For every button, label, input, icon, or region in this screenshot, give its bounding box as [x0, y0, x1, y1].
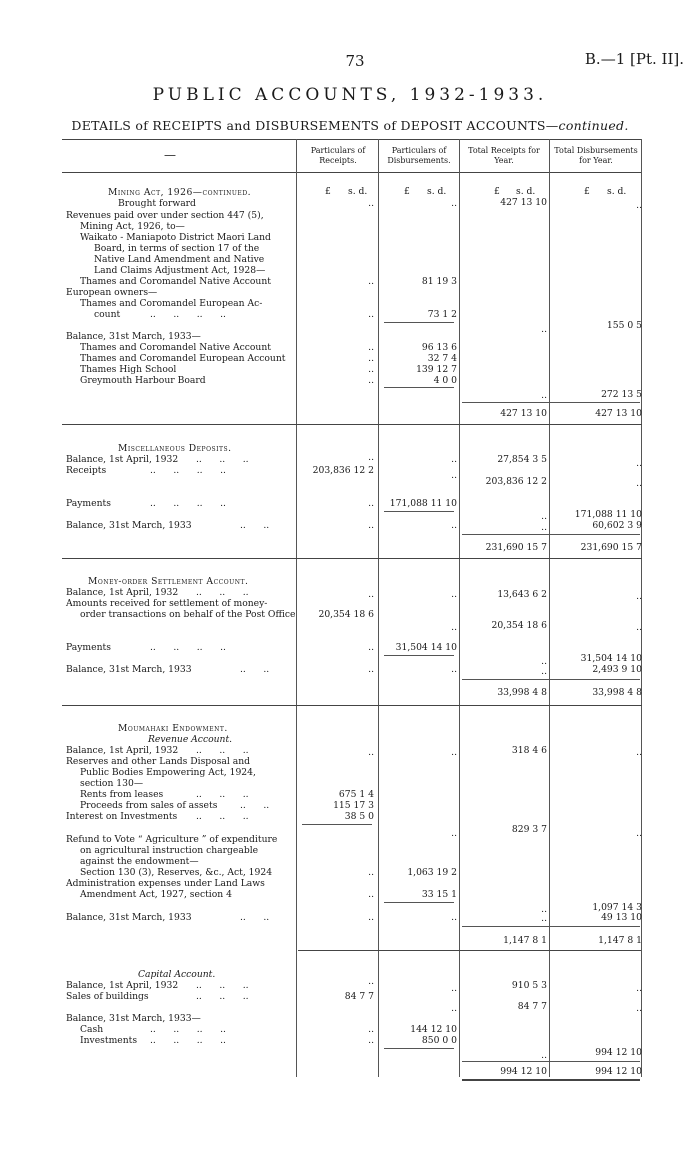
total-rule	[462, 534, 640, 535]
dots: ..	[451, 983, 457, 994]
amount: 318 4 6	[511, 745, 547, 756]
dots: ..	[451, 912, 457, 923]
row-label: count	[94, 309, 121, 320]
section-divider	[298, 950, 641, 951]
dots: ..	[636, 1003, 642, 1014]
section-total-receipts: 994 12 10	[500, 1066, 547, 1077]
amount: 427 13 10	[500, 197, 547, 208]
subtitle-main: DETAILS of RECEIPTS and DISBURSEMENTS of DEPOSIT ACCOUNTS—	[71, 118, 559, 133]
leader-dots: .. ..	[240, 664, 270, 675]
leader-dots: .. ..	[240, 912, 270, 923]
section-total-disbursements: 994 12 10	[595, 1066, 642, 1077]
subtotal-rule	[384, 1048, 454, 1049]
row-label: Balance, 31st March, 1933	[66, 664, 192, 675]
amount: 73 1 2	[427, 309, 457, 320]
row-label: Balance, 31st March, 1933	[66, 520, 192, 531]
dots: ..	[451, 589, 457, 600]
dots: ..	[541, 511, 547, 522]
section-total-receipts: 231,690 15 7	[485, 542, 547, 553]
dots: ..	[451, 664, 457, 675]
subtotal-rule	[384, 511, 454, 512]
row-label: Thames and Coromandel Native Account	[80, 342, 271, 353]
amount: 139 12 7	[416, 364, 457, 375]
dots: ..	[451, 622, 457, 633]
amount: 20,354 18 6	[491, 620, 547, 631]
amount: 84 7 7	[517, 1001, 547, 1012]
row-label: against the endowment—	[80, 856, 199, 867]
subtitle-continued: continued.	[558, 118, 629, 133]
subtotal-rule	[384, 322, 454, 323]
dots: ..	[451, 1003, 457, 1014]
row-label: Balance, 1st April, 1932	[66, 587, 179, 598]
col-header-disbursements: Particulars of Disbursements.	[387, 146, 451, 165]
row-label: Section 130 (3), Reserves, &c., Act, 1924	[80, 867, 273, 878]
section-heading-money-order: Money-order Settlement Account.	[88, 576, 249, 587]
row-label: Balance, 1st April, 1932	[66, 745, 179, 756]
amount: 1,097 14 3	[592, 902, 642, 913]
subtotal-rule	[384, 387, 454, 388]
amount: 155 0 5	[606, 320, 642, 331]
dots: ..	[541, 390, 547, 401]
unit-pound-2: £	[404, 186, 410, 197]
total-rule	[462, 679, 640, 680]
section-total-disbursements: 33,998 4 8	[592, 687, 642, 698]
dots: ..	[541, 913, 547, 924]
leader-dots: .. ..	[240, 520, 270, 531]
row-label: Balance, 1st April, 1932	[66, 980, 179, 991]
table-top-rule	[62, 139, 642, 140]
unit-sd-4: s. d.	[607, 186, 627, 197]
unit-sd-1: s. d.	[348, 186, 368, 197]
row-label: Native Land Amendment and Native	[94, 254, 265, 265]
row-label: Refund to Vote “ Agriculture ” of expenditure	[66, 834, 278, 845]
dots: ..	[541, 522, 547, 533]
dots: ..	[368, 198, 374, 209]
row-label: Thames High School	[80, 364, 177, 375]
unit-pound-3: £	[494, 186, 500, 197]
total-rule	[462, 402, 640, 403]
dots: ..	[541, 666, 547, 677]
dots: ..	[541, 904, 547, 915]
amount: 144 12 10	[410, 1024, 457, 1035]
amount: 994 12 10	[595, 1047, 642, 1058]
dots: ..	[368, 375, 374, 386]
dots: ..	[451, 828, 457, 839]
leader-dots: .. .. ..	[196, 587, 249, 598]
amount: 13,643 6 2	[497, 589, 547, 600]
col-divider-1	[296, 139, 297, 1077]
page-number: 73	[345, 52, 365, 70]
col-divider-4	[549, 139, 550, 1077]
dots: ..	[368, 520, 374, 531]
row-label: Balance, 31st March, 1933—	[66, 331, 201, 342]
row-label: Rents from leases	[80, 789, 164, 800]
unit-sd-2: s. d.	[427, 186, 447, 197]
table-bottom-rule	[462, 1079, 640, 1081]
amount: 31,504 14 10	[395, 642, 457, 653]
section-total-receipts: 1,147 8 1	[503, 935, 547, 946]
subtotal-rule	[302, 824, 372, 825]
amount: 171,088 11 10	[389, 498, 457, 509]
parliamentary-reference: B.—1 [Pt. II].	[584, 50, 684, 68]
row-label: section 130—	[80, 778, 144, 789]
dots: ..	[368, 1024, 374, 1035]
dots: ..	[636, 983, 642, 994]
dots: ..	[368, 642, 374, 653]
amount: 84 7 7	[344, 991, 374, 1002]
row-label: Thames and Coromandel Native Account	[80, 276, 271, 287]
dots: ..	[368, 589, 374, 600]
row-label: Payments	[66, 498, 111, 509]
dots: ..	[368, 498, 374, 509]
row-label: order transactions on behalf of the Post Office	[80, 609, 296, 620]
section-total-receipts: 427 13 10	[500, 408, 547, 419]
total-rule	[462, 926, 640, 927]
amount: 115 17 3	[333, 800, 374, 811]
col-divider-3	[459, 139, 460, 1077]
col-header-total-disbursements: Total Disbursements for Year.	[554, 146, 638, 165]
dots: ..	[368, 912, 374, 923]
row-label: Administration expenses under Land Laws	[66, 878, 265, 889]
amount: 31,504 14 10	[580, 653, 642, 664]
dots: ..	[368, 364, 374, 375]
dots: ..	[368, 309, 374, 320]
amount: 60,602 3 9	[592, 520, 642, 531]
col-header-description: —	[164, 148, 176, 162]
section-total-receipts: 33,998 4 8	[497, 687, 547, 698]
col-header-total-receipts: Total Receipts for Year.	[468, 146, 540, 165]
dots: ..	[636, 622, 642, 633]
amount: 81 19 3	[421, 276, 457, 287]
row-label: Board, in terms of section 17 of the	[94, 243, 260, 254]
amount: 675 1 4	[338, 789, 374, 800]
leader-dots: .. .. .. ..	[150, 642, 226, 653]
section-total-disbursements: 1,147 8 1	[598, 935, 642, 946]
row-label: Reserves and other Lands Disposal and	[66, 756, 251, 767]
amount: 33 15 1	[421, 889, 457, 900]
section-heading-misc: Miscellaneous Deposits.	[118, 443, 232, 454]
row-label: Public Bodies Empowering Act, 1924,	[80, 767, 256, 778]
dots: ..	[541, 656, 547, 667]
sub-heading-capital: Capital Account.	[138, 969, 216, 980]
row-label: Balance, 31st March, 1933	[66, 912, 192, 923]
amount: 910 5 3	[511, 980, 547, 991]
amount: 1,063 19 2	[407, 867, 457, 878]
amount: 27,854 3 5	[497, 454, 547, 465]
leader-dots: .. .. .. ..	[150, 465, 226, 476]
unit-pound-4: £	[584, 186, 590, 197]
dots: ..	[368, 867, 374, 878]
row-label: Brought forward	[118, 198, 196, 209]
amount: 32 7 4	[427, 353, 457, 364]
dots: ..	[368, 747, 374, 758]
dots: ..	[541, 324, 547, 335]
row-label: Interest on Investments	[66, 811, 178, 822]
amount: 2,493 9 10	[592, 664, 642, 675]
amount: 171,088 11 10	[574, 509, 642, 520]
dots: ..	[636, 478, 642, 489]
row-label: Sales of buildings	[66, 991, 149, 1002]
dots: ..	[451, 454, 457, 465]
section-total-disbursements: 231,690 15 7	[580, 542, 642, 553]
dots: ..	[636, 828, 642, 839]
amount: 272 13 5	[601, 389, 642, 400]
leader-dots: .. .. .. ..	[150, 309, 226, 320]
section-divider	[62, 558, 642, 559]
dots: ..	[368, 342, 374, 353]
row-label: Amounts received for settlement of money-	[66, 598, 268, 609]
amount: 4 0 0	[433, 375, 457, 386]
row-label: Cash	[80, 1024, 104, 1035]
dots: ..	[636, 747, 642, 758]
col-divider-2	[378, 139, 379, 1077]
leader-dots: .. .. ..	[196, 789, 249, 800]
dots: ..	[368, 889, 374, 900]
dots: ..	[368, 976, 374, 987]
leader-dots: .. .. ..	[196, 991, 249, 1002]
amount: 203,836 12 2	[312, 465, 374, 476]
page-title: PUBLIC ACCOUNTS, 1932-1933.	[152, 85, 548, 105]
amount: 850 0 0	[421, 1035, 457, 1046]
dots: ..	[451, 198, 457, 209]
section-total-disbursements: 427 13 10	[595, 408, 642, 419]
row-label: Waikato - Maniapoto District Maori Land	[80, 232, 271, 243]
dots: ..	[451, 520, 457, 531]
dots: ..	[636, 591, 642, 602]
section-heading-mining: Mining Act, 1926—continued.	[108, 187, 252, 198]
subtotal-rule	[384, 902, 454, 903]
dots: ..	[636, 458, 642, 469]
dots: ..	[451, 747, 457, 758]
amount: 38 5 0	[344, 811, 374, 822]
section-divider	[62, 705, 642, 706]
header-bottom-rule	[62, 172, 642, 173]
dots: ..	[451, 470, 457, 481]
row-label: European owners—	[66, 287, 158, 298]
amount: 49 13 10	[601, 912, 642, 923]
total-rule	[462, 1061, 640, 1062]
leader-dots: .. .. ..	[196, 811, 249, 822]
dots: ..	[368, 353, 374, 364]
row-label: Revenues paid over under section 447 (5),	[66, 210, 264, 221]
subtotal-rule	[384, 655, 454, 656]
row-label: Land Claims Adjustment Act, 1928—	[94, 265, 266, 276]
col-header-receipts: Particulars of Receipts.	[310, 146, 366, 165]
dots: ..	[368, 276, 374, 287]
row-label: Amendment Act, 1927, section 4	[80, 889, 232, 900]
dots: ..	[541, 1050, 547, 1061]
amount: 96 13 6	[421, 342, 457, 353]
leader-dots: .. .. ..	[196, 454, 249, 465]
row-label: Investments	[80, 1035, 138, 1046]
amount: 203,836 12 2	[485, 476, 547, 487]
amount: 829 3 7	[511, 824, 547, 835]
dots: ..	[368, 1035, 374, 1046]
table-subtitle	[0, 118, 700, 133]
dots: ..	[636, 200, 642, 211]
sub-heading-revenue: Revenue Account.	[148, 734, 233, 745]
leader-dots: .. .. .. ..	[150, 498, 226, 509]
row-label: Thames and Coromandel European Ac-	[80, 298, 263, 309]
row-label: Balance, 1st April, 1932	[66, 454, 179, 465]
leader-dots: .. .. ..	[196, 745, 249, 756]
leader-dots: .. .. .. ..	[150, 1035, 226, 1046]
leader-dots: .. ..	[240, 800, 270, 811]
section-divider	[62, 424, 642, 425]
section-heading-moumahaki: Moumahaki Endowment.	[118, 723, 228, 734]
leader-dots: .. .. .. ..	[150, 1024, 226, 1035]
dots: ..	[368, 664, 374, 675]
row-label: Mining Act, 1926, to—	[80, 221, 185, 232]
row-label: Thames and Coromandel European Account	[80, 353, 286, 364]
row-label: Payments	[66, 642, 111, 653]
leader-dots: .. .. ..	[196, 980, 249, 991]
dots: ..	[368, 452, 374, 463]
row-label: Greymouth Harbour Board	[80, 375, 206, 386]
unit-pound-1: £	[325, 186, 331, 197]
row-label: Balance, 31st March, 1933—	[66, 1013, 201, 1024]
row-label: Receipts	[66, 465, 107, 476]
unit-sd-3: s. d.	[516, 186, 536, 197]
amount: 20,354 18 6	[318, 609, 374, 620]
row-label: on agricultural instruction chargeable	[80, 845, 259, 856]
row-label: Proceeds from sales of assets	[80, 800, 218, 811]
